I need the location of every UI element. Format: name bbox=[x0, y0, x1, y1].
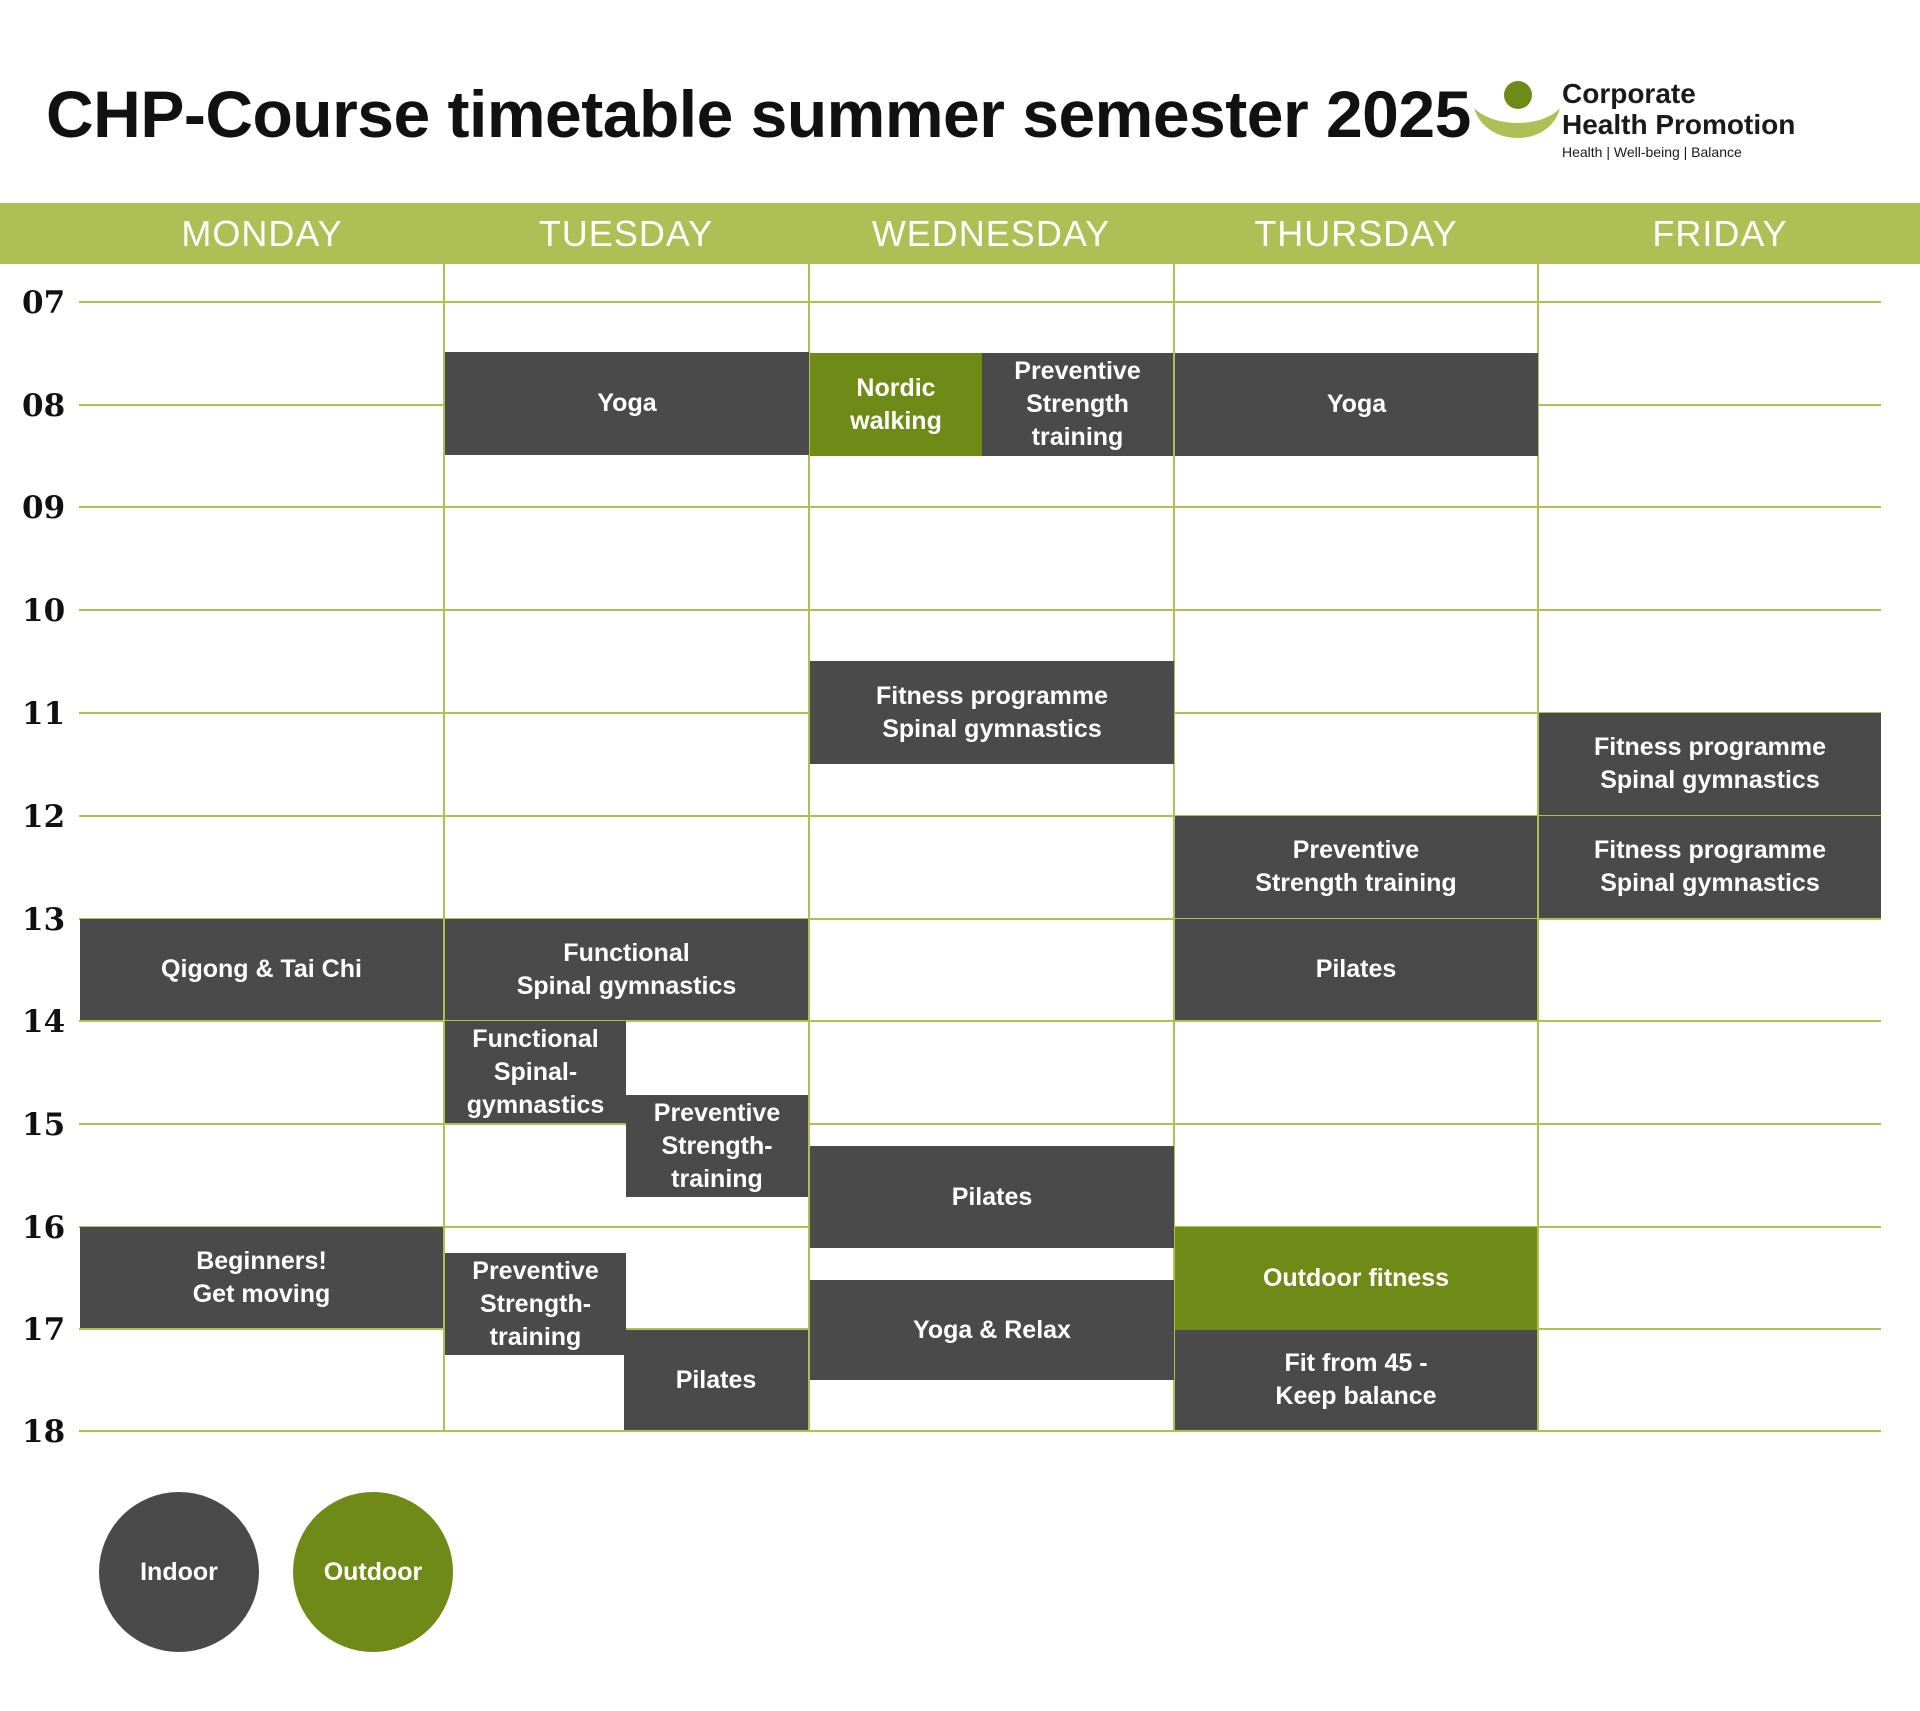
hour-label: 08 bbox=[22, 388, 66, 424]
course-block[interactable]: Outdoor fitness bbox=[1175, 1227, 1537, 1330]
day-header-thursday: THURSDAY bbox=[1254, 213, 1458, 254]
page-title: CHP-Course timetable summer semester 2025 bbox=[46, 77, 1471, 151]
course-block[interactable]: Functional Spinal- gymnastics bbox=[445, 1021, 626, 1123]
hour-label: 11 bbox=[22, 696, 66, 732]
logo-name bbox=[1562, 78, 1832, 140]
course-block[interactable]: Fitness programme Spinal gymnastics bbox=[1539, 713, 1881, 815]
hour-label: 12 bbox=[22, 799, 66, 835]
hour-line bbox=[79, 301, 1881, 303]
day-header-tuesday: TUESDAY bbox=[538, 213, 714, 254]
course-block[interactable]: Fit from 45 - Keep balance bbox=[1175, 1330, 1537, 1430]
hour-label: 16 bbox=[22, 1210, 66, 1246]
course-block[interactable]: Qigong & Tai Chi bbox=[80, 919, 443, 1020]
course-block[interactable]: Beginners! Get moving bbox=[80, 1227, 443, 1328]
hour-label: 18 bbox=[22, 1414, 66, 1450]
hour-line bbox=[79, 609, 1881, 611]
course-block[interactable]: Fitness programme Spinal gymnastics bbox=[810, 661, 1174, 764]
logo-name-line2: Health Promotion bbox=[1562, 109, 1796, 140]
day-header-friday: FRIDAY bbox=[1652, 213, 1788, 254]
hour-line bbox=[79, 1430, 1881, 1432]
course-block[interactable]: Pilates bbox=[810, 1146, 1174, 1248]
hour-label: 10 bbox=[22, 593, 66, 629]
course-block[interactable]: Yoga & Relax bbox=[810, 1280, 1174, 1380]
day-header-band bbox=[0, 203, 1920, 264]
hour-label: 17 bbox=[22, 1312, 66, 1348]
hour-label: 13 bbox=[22, 902, 66, 938]
course-block[interactable]: Fitness programme Spinal gymnastics bbox=[1539, 816, 1881, 918]
day-header-wednesday: WEDNESDAY bbox=[871, 213, 1111, 254]
course-block[interactable]: Yoga bbox=[1175, 353, 1538, 456]
day-header-monday: MONDAY bbox=[181, 213, 343, 254]
course-block[interactable]: Pilates bbox=[1175, 919, 1537, 1020]
course-block[interactable]: Preventive Strength training bbox=[1175, 816, 1537, 918]
course-block[interactable]: Preventive Strength- training bbox=[626, 1095, 808, 1197]
hour-line bbox=[79, 506, 1881, 508]
course-block[interactable]: Yoga bbox=[445, 352, 809, 455]
legend-outdoor: Outdoor bbox=[293, 1492, 453, 1652]
course-block[interactable]: Functional Spinal gymnastics bbox=[445, 919, 808, 1020]
hour-label: 09 bbox=[22, 490, 66, 526]
logo bbox=[1472, 78, 1832, 168]
hour-label: 15 bbox=[22, 1107, 66, 1143]
logo-icon bbox=[1472, 78, 1564, 144]
course-block[interactable]: Preventive Strength- training bbox=[445, 1253, 626, 1355]
course-block[interactable]: Pilates bbox=[624, 1330, 808, 1430]
hour-label: 07 bbox=[22, 285, 66, 321]
logo-name-line1: Corporate bbox=[1562, 78, 1696, 109]
hour-label: 14 bbox=[22, 1004, 66, 1040]
course-block[interactable]: Nordic walking bbox=[810, 353, 982, 456]
course-block[interactable]: Preventive Strength training bbox=[982, 353, 1173, 456]
hour-line bbox=[79, 1020, 1881, 1022]
legend-indoor: Indoor bbox=[99, 1492, 259, 1652]
logo-tagline: Health | Well-being | Balance bbox=[1562, 144, 1742, 160]
hour-line bbox=[79, 1123, 1881, 1125]
